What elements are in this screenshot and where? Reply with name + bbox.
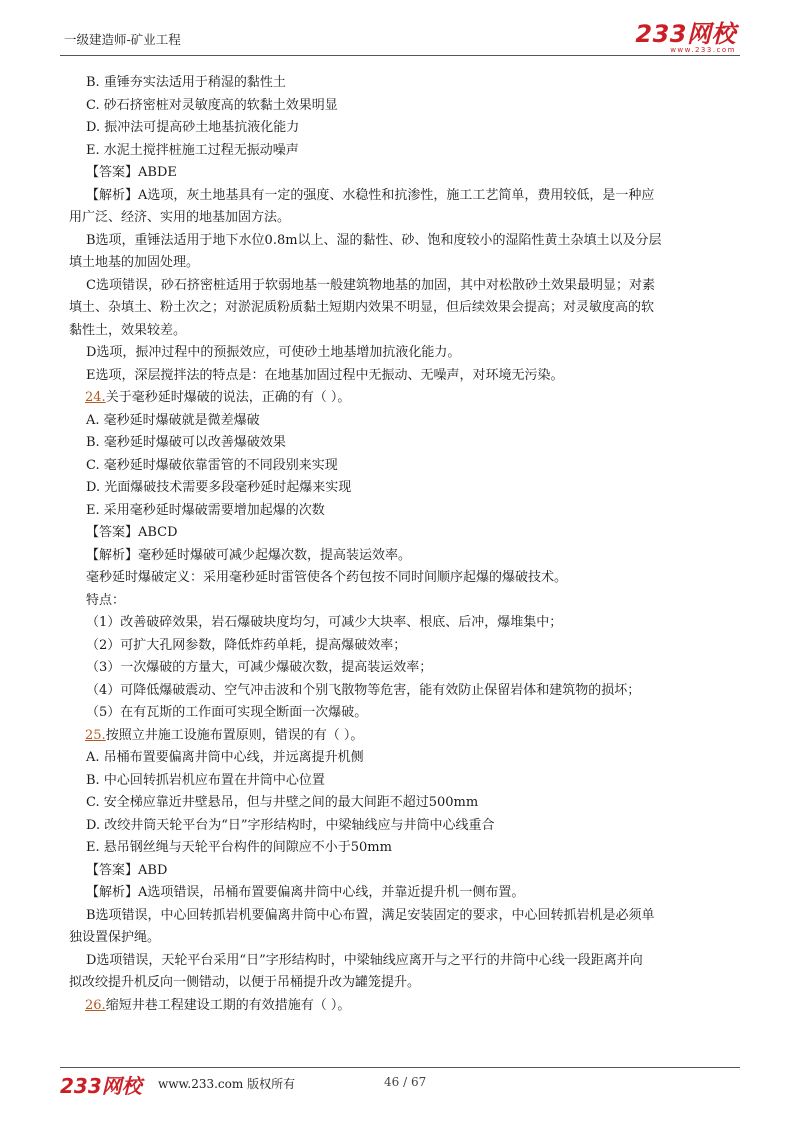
text-line [86, 680, 732, 703]
text-line [86, 590, 732, 613]
text-line [86, 815, 732, 838]
line-text: D. 振冲法可提高砂土地基抗液化能力 [86, 120, 300, 135]
line-text: 特点： [86, 592, 126, 608]
text-line [86, 950, 732, 973]
line-text: D. 改绞井筒天轮平台为“日”字形结构时，中梁轴线应与井筒中心线重合 [86, 817, 495, 833]
text-line [69, 972, 732, 995]
brand-logo[interactable] [635, 22, 736, 55]
line-text: 按照立井施工设施布置原则，错误的有（ ）。 [105, 727, 364, 743]
line-text: D选项错误，天轮平台采用“日”字形结构时，中梁轴线应离开与之平行的井筒中心线一段距离并向 [86, 952, 643, 968]
line-text: 拟改绞提升机反向一侧错动，以便于吊桶提升改为罐笼提升。 [69, 975, 421, 990]
logo-text: 233网校 [635, 20, 736, 48]
line-text: 毫秒延时爆破定义：采用毫秒延时雷管使各个药包按不同时间顺序起爆的爆破技术。 [86, 570, 568, 585]
line-text: 【答案】ABDE [86, 165, 177, 180]
text-line [86, 410, 732, 433]
line-text: D. 光面爆破技术需要多段毫秒延时起爆来实现 [86, 480, 352, 495]
text-line [86, 365, 732, 388]
line-text: E. 水泥土搅拌桩施工过程无振动噪声 [86, 142, 299, 158]
copyright-text: www.233.com 版权所有 [158, 1077, 296, 1091]
page-number: 46 / 67 [384, 1075, 427, 1089]
line-text: 关于毫秒延时爆破的说法，正确的有（ ）。 [105, 390, 351, 405]
line-text: B选项，重锤法适用于地下水位0.8m以上、湿的黏性、砂、饱和度较小的湿陷性黄土杂填土以及分层 [86, 232, 662, 248]
footer-divider [60, 1067, 740, 1068]
text-line [69, 297, 732, 320]
line-text: 【解析】毫秒延时爆破可减少起爆次数，提高装运效率。 [86, 547, 412, 563]
text-line [69, 207, 732, 230]
document-title: 一级建造师-矿业工程 [64, 32, 181, 47]
text-line [86, 635, 732, 658]
line-text: 缩短井巷工程建设工期的有效措施有（ ）。 [105, 997, 351, 1013]
line-text: D选项，振冲过程中的预振效应，可使砂土地基增加抗液化能力。 [86, 345, 461, 360]
line-text: B. 重锤夯实法适用于稍湿的黏性土 [86, 75, 286, 90]
text-line [86, 657, 732, 680]
line-text: A. 吊桶布置要偏离井筒中心线，并远离提升机侧 [86, 750, 364, 765]
document-body [69, 72, 732, 1017]
question-number: 24. [85, 390, 106, 405]
line-text: C. 砂石挤密桩对灵敏度高的软黏土效果明显 [86, 97, 338, 113]
text-line [69, 252, 732, 275]
line-text: （2）可扩大孔网参数，降低炸药单耗，提高爆破效率； [86, 637, 407, 653]
line-text: 填土地基的加固处理。 [69, 255, 200, 270]
text-line [86, 140, 732, 163]
text-line [86, 95, 732, 118]
text-line [86, 500, 732, 523]
question-stem [85, 995, 732, 1018]
line-text: E. 采用毫秒延时爆破需要增加起爆的次数 [86, 502, 325, 518]
line-text: 【答案】ABD [86, 862, 168, 878]
text-line [86, 792, 732, 815]
line-text: （5）在有瓦斯的工作面可实现全断面一次爆破。 [86, 705, 368, 720]
line-text: （4）可降低爆破震动、空气冲击波和个别飞散物等危害，能有效防止保留岩体和建筑物的损坏； [86, 682, 641, 698]
question-stem [85, 725, 732, 748]
line-text: 黏性土，效果较差。 [69, 322, 187, 338]
text-line [86, 230, 732, 253]
page-footer [60, 1070, 740, 1096]
line-text: E. 悬吊钢丝绳与天轮平台构件的间隙应不小于50mm [86, 840, 392, 855]
question-number: 25. [85, 727, 106, 743]
text-line [86, 860, 732, 883]
line-text: C. 安全梯应靠近井壁悬吊，但与井壁之间的最大间距不超过500mm [86, 795, 479, 810]
line-text: 独设置保护绳。 [69, 930, 161, 945]
logo-url: www.233.com [670, 46, 736, 54]
question-stem [85, 387, 732, 410]
footer-logo[interactable]: 233网校 [60, 1074, 142, 1098]
text-line [86, 545, 732, 568]
page-header [60, 22, 740, 54]
question-number: 26. [85, 997, 106, 1013]
line-text: 【解析】A选项错误，吊桶布置要偏离井筒中心线，并靠近提升机一侧布置。 [86, 885, 525, 900]
line-text: A. 毫秒延时爆破就是微差爆破 [86, 412, 260, 428]
text-line [86, 342, 732, 365]
text-line [86, 432, 732, 455]
line-text: B. 毫秒延时爆破可以改善爆破效果 [86, 435, 286, 450]
text-line [86, 567, 732, 590]
line-text: C. 毫秒延时爆破依靠雷管的不同段别来实现 [86, 457, 338, 473]
line-text: （1）改善破碎效果，岩石爆破块度均匀，可减少大块率、根底、后冲，爆堆集中； [86, 615, 563, 630]
line-text: E选项，深层搅拌法的特点是：在地基加固过程中无振动、无噪声，对环境无污染。 [86, 367, 564, 383]
text-line [86, 455, 732, 478]
text-line [86, 72, 732, 95]
text-line [86, 770, 732, 793]
text-line [86, 747, 732, 770]
text-line [69, 320, 732, 343]
text-line [86, 702, 732, 725]
text-line [86, 275, 732, 298]
line-text: B. 中心回转抓岩机应布置在井筒中心位置 [86, 772, 325, 788]
text-line [86, 162, 732, 185]
text-line [69, 927, 732, 950]
header-divider [60, 55, 740, 56]
text-line [86, 522, 732, 545]
line-text: 【答案】ABCD [86, 525, 178, 540]
text-line [86, 612, 732, 635]
text-line [86, 185, 732, 208]
text-line [86, 837, 732, 860]
text-line [86, 477, 732, 500]
line-text: C选项错误，砂石挤密桩适用于软弱地基一般建筑物地基的加固，其中对松散砂土效果最明显；对素 [86, 277, 655, 293]
line-text: B选项错误，中心回转抓岩机要偏离井筒中心布置，满足安装固定的要求，中心回转抓岩机是必须单 [86, 907, 655, 923]
text-line [86, 905, 732, 928]
line-text: 用广泛、经济、实用的地基加固方法。 [69, 210, 291, 225]
line-text: 填土、杂填土、粉土次之；对淤泥质粉质黏土短期内效果不明显，但后续效果会提高；对灵敏度高的软 [69, 300, 655, 315]
text-line [86, 882, 732, 905]
line-text: （3）一次爆破的方量大，可减少爆破次数，提高装运效率； [86, 660, 433, 675]
line-text: 【解析】A选项，灰土地基具有一定的强度、水稳性和抗渗性，施工工艺简单，费用较低，是一种应 [86, 187, 655, 203]
text-line [86, 117, 732, 140]
